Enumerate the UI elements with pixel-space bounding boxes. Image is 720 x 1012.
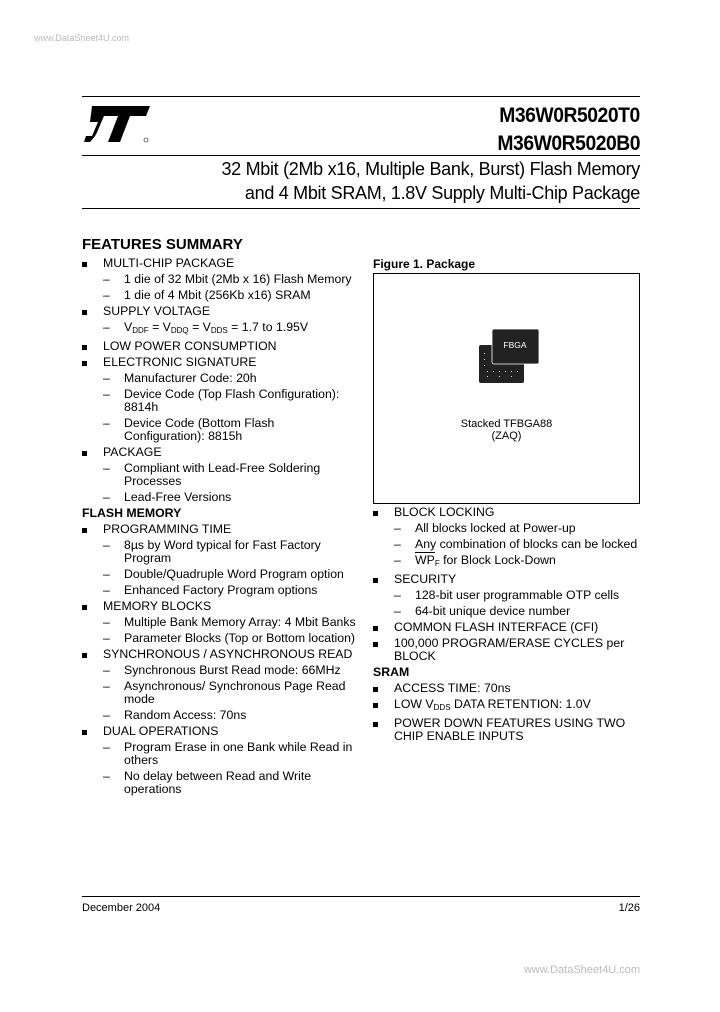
part-number-top: M36W0R5020T0 [499,104,640,127]
feature-subitem: – 64-bit unique device number [373,605,643,618]
feature-subitem: – Random Access: 70ns [82,709,357,722]
watermark-top: www.DataSheet4U.com [34,33,130,43]
section-heading: SRAM [373,665,410,679]
feature-item: SYNCHRONOUS / ASYNCHRONOUS READ [82,648,357,661]
part-number-bottom: M36W0R5020B0 [497,132,640,155]
feature-subitem: – Device Code (Top Flash Configuration): 8814h [82,388,357,414]
text-segment: F [434,559,440,568]
text-segment: = V [148,320,171,334]
feature-item: ELECTRONIC SIGNATURE [82,356,357,369]
feature-subitem: – Multiple Bank Memory Array: 4 Mbit Banks [82,616,357,629]
feature-item: PACKAGE [82,446,357,459]
footer-page-number: 1/26 [618,902,640,914]
feature-item: POWER DOWN FEATURES USING TWO CHIP ENABLE INPUTS [373,717,643,743]
feature-subitem: – Double/Quadruple Word Program option [82,568,357,581]
text-segment: LOW V [394,697,434,711]
feature-item [373,698,643,714]
figure-caption [374,418,639,442]
feature-subitem: – Synchronous Burst Read mode: 66MHz [82,664,357,677]
features-right-column [373,506,643,746]
section-heading: FLASH MEMORY [82,506,182,520]
divider [82,155,640,156]
feature-subitem: – Enhanced Factory Program options [82,584,357,597]
feature-subitem: – Manufacturer Code: 20h [82,372,357,385]
feature-subitem: – Asynchronous/ Synchronous Page Read mode [82,680,357,706]
figure-title: Figure 1. Package [373,257,476,271]
caption-line: Stacked TFBGA88 [460,418,553,430]
subtitle-line-2: and 4 Mbit SRAM, 1.8V Supply Multi-Chip Package [244,183,640,203]
feature-item: ACCESS TIME: 70ns [373,682,643,695]
fbga-chip-image [479,329,541,384]
chip-label: FBGA [503,340,527,350]
feature-subitem: – 1 die of 4 Mbit (256Kb x16) SRAM [82,289,357,302]
text-segment: DDS [433,703,451,712]
feature-subitem: – Compliant with Lead-Free Soldering Processes [82,462,357,488]
features-left-column [82,257,357,799]
st-logo [82,104,152,144]
text-segment: DDS [210,326,228,335]
feature-subitem: – Device Code (Bottom Flash Configuration): 8815h [82,417,357,443]
caption-line: (ZAQ) [491,430,522,442]
feature-item: SUPPLY VOLTAGE [82,305,357,318]
divider [82,896,640,897]
figure-package [373,273,640,504]
feature-item: MULTI-CHIP PACKAGE [82,257,357,270]
feature-subitem: – 1 die of 32 Mbit (2Mb x 16) Flash Memory [82,273,357,286]
feature-subitem: – Parameter Blocks (Top or Bottom location) [82,632,357,645]
feature-item: DUAL OPERATIONS [82,725,357,738]
feature-item: MEMORY BLOCKS [82,600,357,613]
text-segment: for Block Lock-Down [439,553,556,567]
feature-subitem: – No delay between Read and Write operations [82,770,357,796]
subtitle-line-1: 32 Mbit (2Mb x16, Multiple Bank, Burst) Flash Memory [221,159,640,179]
feature-subitem: – Program Erase in one Bank while Read in others [82,741,357,767]
divider [82,96,640,97]
text-segment: DDQ [170,326,189,335]
feature-item: COMMON FLASH INTERFACE (CFI) [373,621,643,634]
features-summary-heading: FEATURES SUMMARY [82,236,243,253]
feature-subitem [82,321,357,337]
feature-subitem: – All blocks locked at Power-up [373,522,643,535]
feature-item: SECURITY [373,573,643,586]
text-segment: DATA RETENTION: 1.0V [450,697,591,711]
feature-item: LOW POWER CONSUMPTION [82,340,357,353]
feature-item: 100,000 PROGRAM/ERASE CYCLES per BLOCK [373,637,643,663]
feature-subitem: – 8µs by Word typical for Fast Factory Program [82,539,357,565]
text-segment: = 1.7 to 1.95V [227,320,309,334]
feature-item: PROGRAMMING TIME [82,523,357,536]
watermark-bottom: www.DataSheet4U.com [523,964,640,976]
feature-subitem: – 128-bit user programmable OTP cells [373,589,643,602]
feature-subitem: – Lead-Free Versions [82,491,357,504]
text-segment: $\overline{WP}$ [415,553,435,567]
text-segment: DDF [132,326,149,335]
text-segment: = V [188,320,211,334]
feature-item: BLOCK LOCKING [373,506,643,519]
divider [82,208,640,209]
text-segment: V [124,320,133,334]
footer-date: December 2004 [82,902,161,914]
feature-subitem: – Any combination of blocks can be locked [373,538,643,551]
feature-subitem [373,554,643,570]
